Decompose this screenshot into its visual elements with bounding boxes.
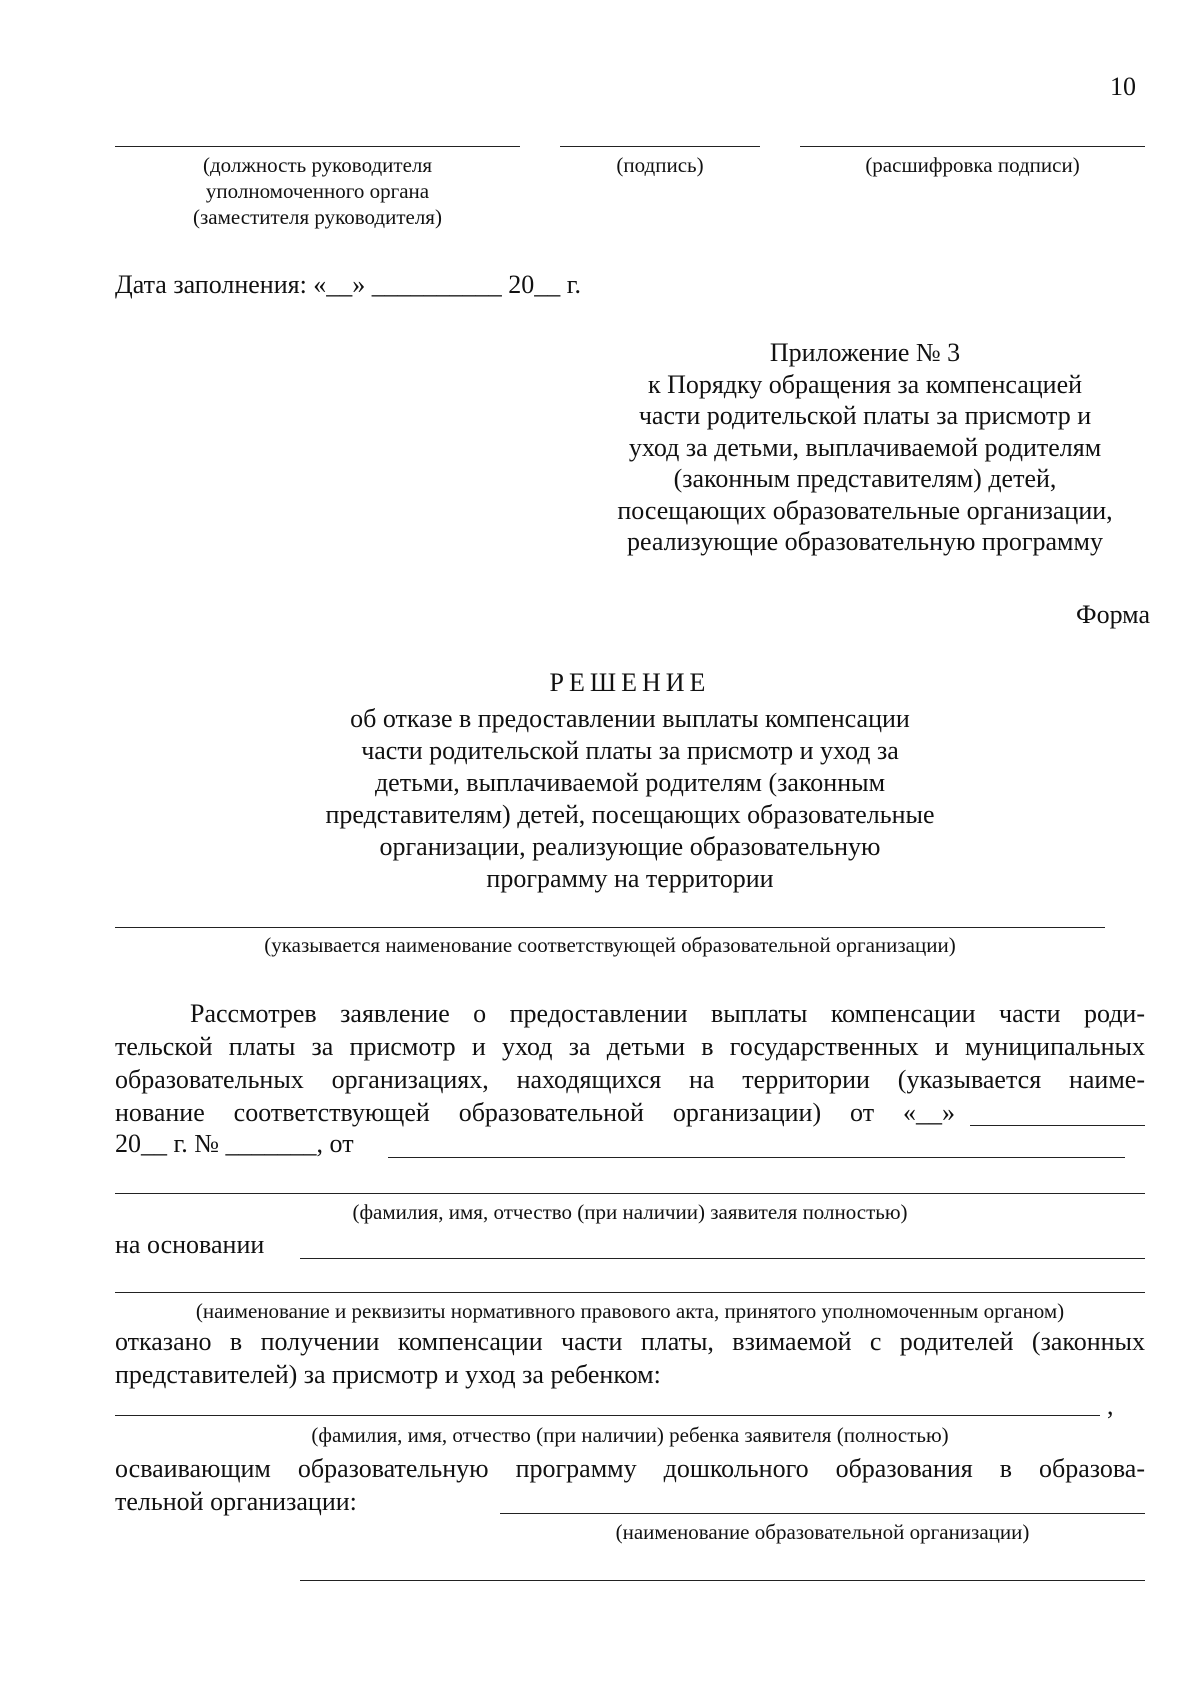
body-line: Рассмотрев заявление о предоставлении выплаты компенсации части роди- — [190, 999, 1145, 1028]
child-line — [115, 1415, 1100, 1416]
appendix-line: посещающих образовательные организации, — [617, 495, 1113, 525]
mastering-line: осваивающим образовательную программу дошкольного образования в образова- — [115, 1454, 1145, 1483]
body-paragraph — [115, 997, 1145, 1129]
mastering-text — [115, 1452, 1145, 1518]
org-caption: (указывается наименование соответствующей образовательной организации) — [264, 933, 956, 957]
refusal-line: представителей) за присмотр и уход за ребенком: — [115, 1360, 661, 1389]
decision-subtitle-line: организации, реализующие образовательную — [379, 832, 881, 861]
signature-line — [560, 146, 760, 147]
edu-org-caption: (наименование образовательной организации) — [615, 1520, 1030, 1544]
appendix-line: реализующие образовательную программу — [627, 527, 1103, 556]
act-line — [115, 1292, 1145, 1293]
date-number-prefix: 20__ г. № _______, от — [115, 1129, 354, 1158]
org-line — [115, 927, 1105, 928]
act-caption: (наименование и реквизиты нормативного правового акта, принятого уполномоченным органом) — [195, 1299, 1065, 1323]
decision-subtitle-line: представителям) детей, посещающих образовательные — [325, 800, 935, 829]
position-caption-line: уполномоченного органа — [205, 179, 430, 203]
applicant-line — [115, 1193, 1145, 1194]
appendix-line: уход за детьми, выплачиваемой родителям — [628, 432, 1102, 462]
body-line: нование соответствующей образовательной организации) от «__» — [115, 1098, 955, 1127]
position-caption-line: (должность руководителя — [202, 153, 433, 177]
final-line — [300, 1580, 1145, 1581]
basis-line — [300, 1258, 1145, 1259]
position-caption — [115, 152, 520, 230]
basis-label: на основании — [115, 1230, 265, 1259]
body-line: тельской платы за присмотр и уход за детьми в государственных и муниципальных — [115, 1032, 1145, 1061]
applicant-caption: (фамилия, имя, отчество (при наличии) заявителя полностью) — [352, 1200, 908, 1224]
fill-date: Дата заполнения: «__» __________ 20__ г. — [115, 270, 582, 299]
decision-subtitle-line: программу на территории — [486, 864, 774, 893]
decoding-caption: (расшифровка подписи) — [865, 153, 1080, 177]
decision-title: РЕШЕНИЕ — [549, 668, 711, 697]
page-number: 10 — [1110, 72, 1136, 101]
appendix-line: к Порядку обращения за компенсацией — [647, 369, 1083, 399]
decision-subtitle-line: детьми, выплачиваемой родителям (законным — [374, 768, 886, 797]
from-line — [388, 1157, 1125, 1158]
appendix-line: части родительской платы за присмотр и — [638, 401, 1092, 430]
body-line: образовательных организациях, находящихся на территории (указывается наиме- — [115, 1065, 1145, 1094]
edu-org-line — [500, 1513, 1145, 1514]
position-caption-line: (заместителя руководителя) — [193, 205, 442, 229]
decoding-line — [800, 146, 1145, 147]
decision-subtitle-line: об отказе в предоставлении выплаты компенсации — [350, 704, 910, 733]
comma: , — [1107, 1391, 1114, 1420]
decision-subtitle-line: части родительской платы за присмотр и уход за — [361, 736, 899, 765]
refusal-line: отказано в получении компенсации части платы, взимаемой с родителей (законных — [115, 1327, 1145, 1356]
appendix-line: (законным представителям) детей, — [673, 464, 1057, 493]
position-line — [115, 146, 520, 147]
signature-caption: (подпись) — [616, 153, 704, 177]
date-blank-line — [970, 1125, 1145, 1126]
mastering-line: тельной организации: — [115, 1487, 357, 1516]
decision-subtitle — [115, 703, 1145, 895]
appendix-block — [585, 337, 1145, 558]
form-label: Форма — [1076, 600, 1150, 629]
appendix-line: Приложение № 3 — [769, 338, 961, 367]
refusal-text — [115, 1325, 1145, 1391]
child-caption: (фамилия, имя, отчество (при наличии) ребенка заявителя (полностью) — [311, 1423, 949, 1447]
